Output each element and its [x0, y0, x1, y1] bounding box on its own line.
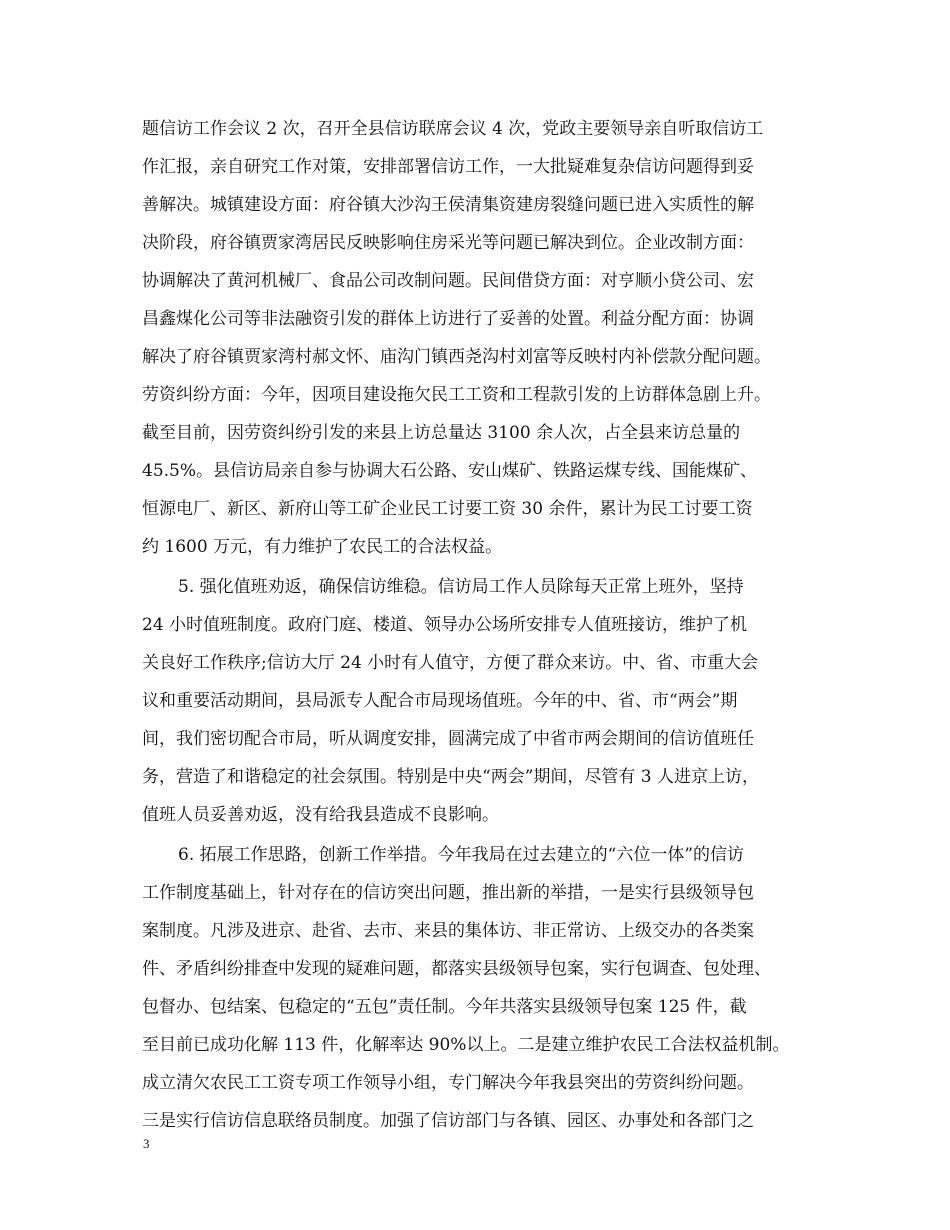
text-line: 间，我们密切配合市局，听从调度安排，圆满完成了中省市两会期间的信访值班任 — [142, 729, 754, 749]
text-line: 约 1600 万元，有力维护了农民工的合法权益。 — [142, 537, 503, 557]
text-line: 案制度。凡涉及进京、赴省、去市、来县的集体访、非正常访、上级交办的各类案 — [142, 921, 754, 941]
text-line: 题信访工作会议 2 次，召开全县信访联席会议 4 次，党政主要领导亲自听取信访工 — [142, 119, 764, 139]
text-line: 解决了府谷镇贾家湾村郝文怀、庙沟门镇西尧沟村刘富等反映村内补偿款分配问题。 — [142, 347, 771, 367]
text-line: 包督办、包结案、包稳定的“五包”责任制。今年共落实县级领导包案 125 件，截 — [142, 997, 747, 1017]
paragraph-first-line: 5. 强化值班劝返，确保信访维稳。信访局工作人员除每天正常上班外，坚持 — [178, 577, 744, 597]
text-line: 恒源电厂、新区、新府山等工矿企业民工讨要工资 30 余件，累计为民工讨要工资 — [142, 499, 753, 519]
text-line: 24 小时值班制度。政府门庭、楼道、领导办公场所安排专人值班接访，维护了机 — [142, 615, 748, 635]
text-line: 至目前已成功化解 113 件，化解率达 90%以上。二是建立维护农民工合法权益机制。 — [142, 1035, 790, 1055]
text-line: 值班人员妥善劝返，没有给我县造成不良影响。 — [142, 805, 499, 825]
text-line: 昌鑫煤化公司等非法融资引发的群体上访进行了妥善的处置。利益分配方面：协调 — [142, 309, 754, 329]
text-line: 协调解决了黄河机械厂、食品公司改制问题。民间借贷方面：对亨顺小贷公司、宏 — [142, 271, 754, 291]
text-line: 务，营造了和谐稳定的社会氛围。特别是中央“两会”期间，尽管有 3 人进京上访， — [142, 767, 760, 787]
text-line: 议和重要活动期间，县局派专人配合市局现场值班。今年的中、省、市“两会”期 — [142, 691, 738, 711]
paragraph-first-line: 6. 拓展工作思路，创新工作举措。今年我局在过去建立的“六位一体”的信访 — [178, 845, 745, 865]
text-line: 件、矛盾纠纷排查中发现的疑难问题，都落实县级领导包案，实行包调查、包处理、 — [142, 959, 771, 979]
text-line: 三是实行信访信息联络员制度。加强了信访部门与各镇、园区、办事处和各部门之 — [142, 1111, 754, 1131]
text-line: 45.5%。县信访局亲自参与协调大石公路、安山煤矿、铁路运煤专线、国能煤矿、 — [142, 461, 758, 481]
text-line: 关良好工作秩序;信访大厅 24 小时有人值守，方便了群众来访。中、省、市重大会 — [142, 653, 759, 673]
text-line: 作汇报，亲自研究工作对策，安排部署信访工作，一大批疑难复杂信访问题得到妥 — [142, 157, 754, 177]
text-line: 劳资纠纷方面：今年，因项目建设拖欠民工工资和工程款引发的上访群体急剧上升。 — [142, 385, 771, 405]
text-line: 决阶段，府谷镇贾家湾居民反映影响住房采光等问题已解决到位。企业改制方面： — [142, 233, 754, 253]
text-line: 工作制度基础上，针对存在的信访突出问题，推出新的举措，一是实行县级领导包 — [142, 883, 754, 903]
text-line: 截至目前，因劳资纠纷引发的来县上访总量达 3100 余人次，占全县来访总量的 — [142, 423, 741, 443]
text-line: 善解决。城镇建设方面：府谷镇大沙沟王侯清集资建房裂缝问题已进入实质性的解 — [142, 195, 754, 215]
page-number: 3 — [143, 1136, 150, 1151]
text-line: 成立清欠农民工工资专项工作领导小组，专门解决今年我县突出的劳资纠纷问题。 — [142, 1073, 754, 1093]
